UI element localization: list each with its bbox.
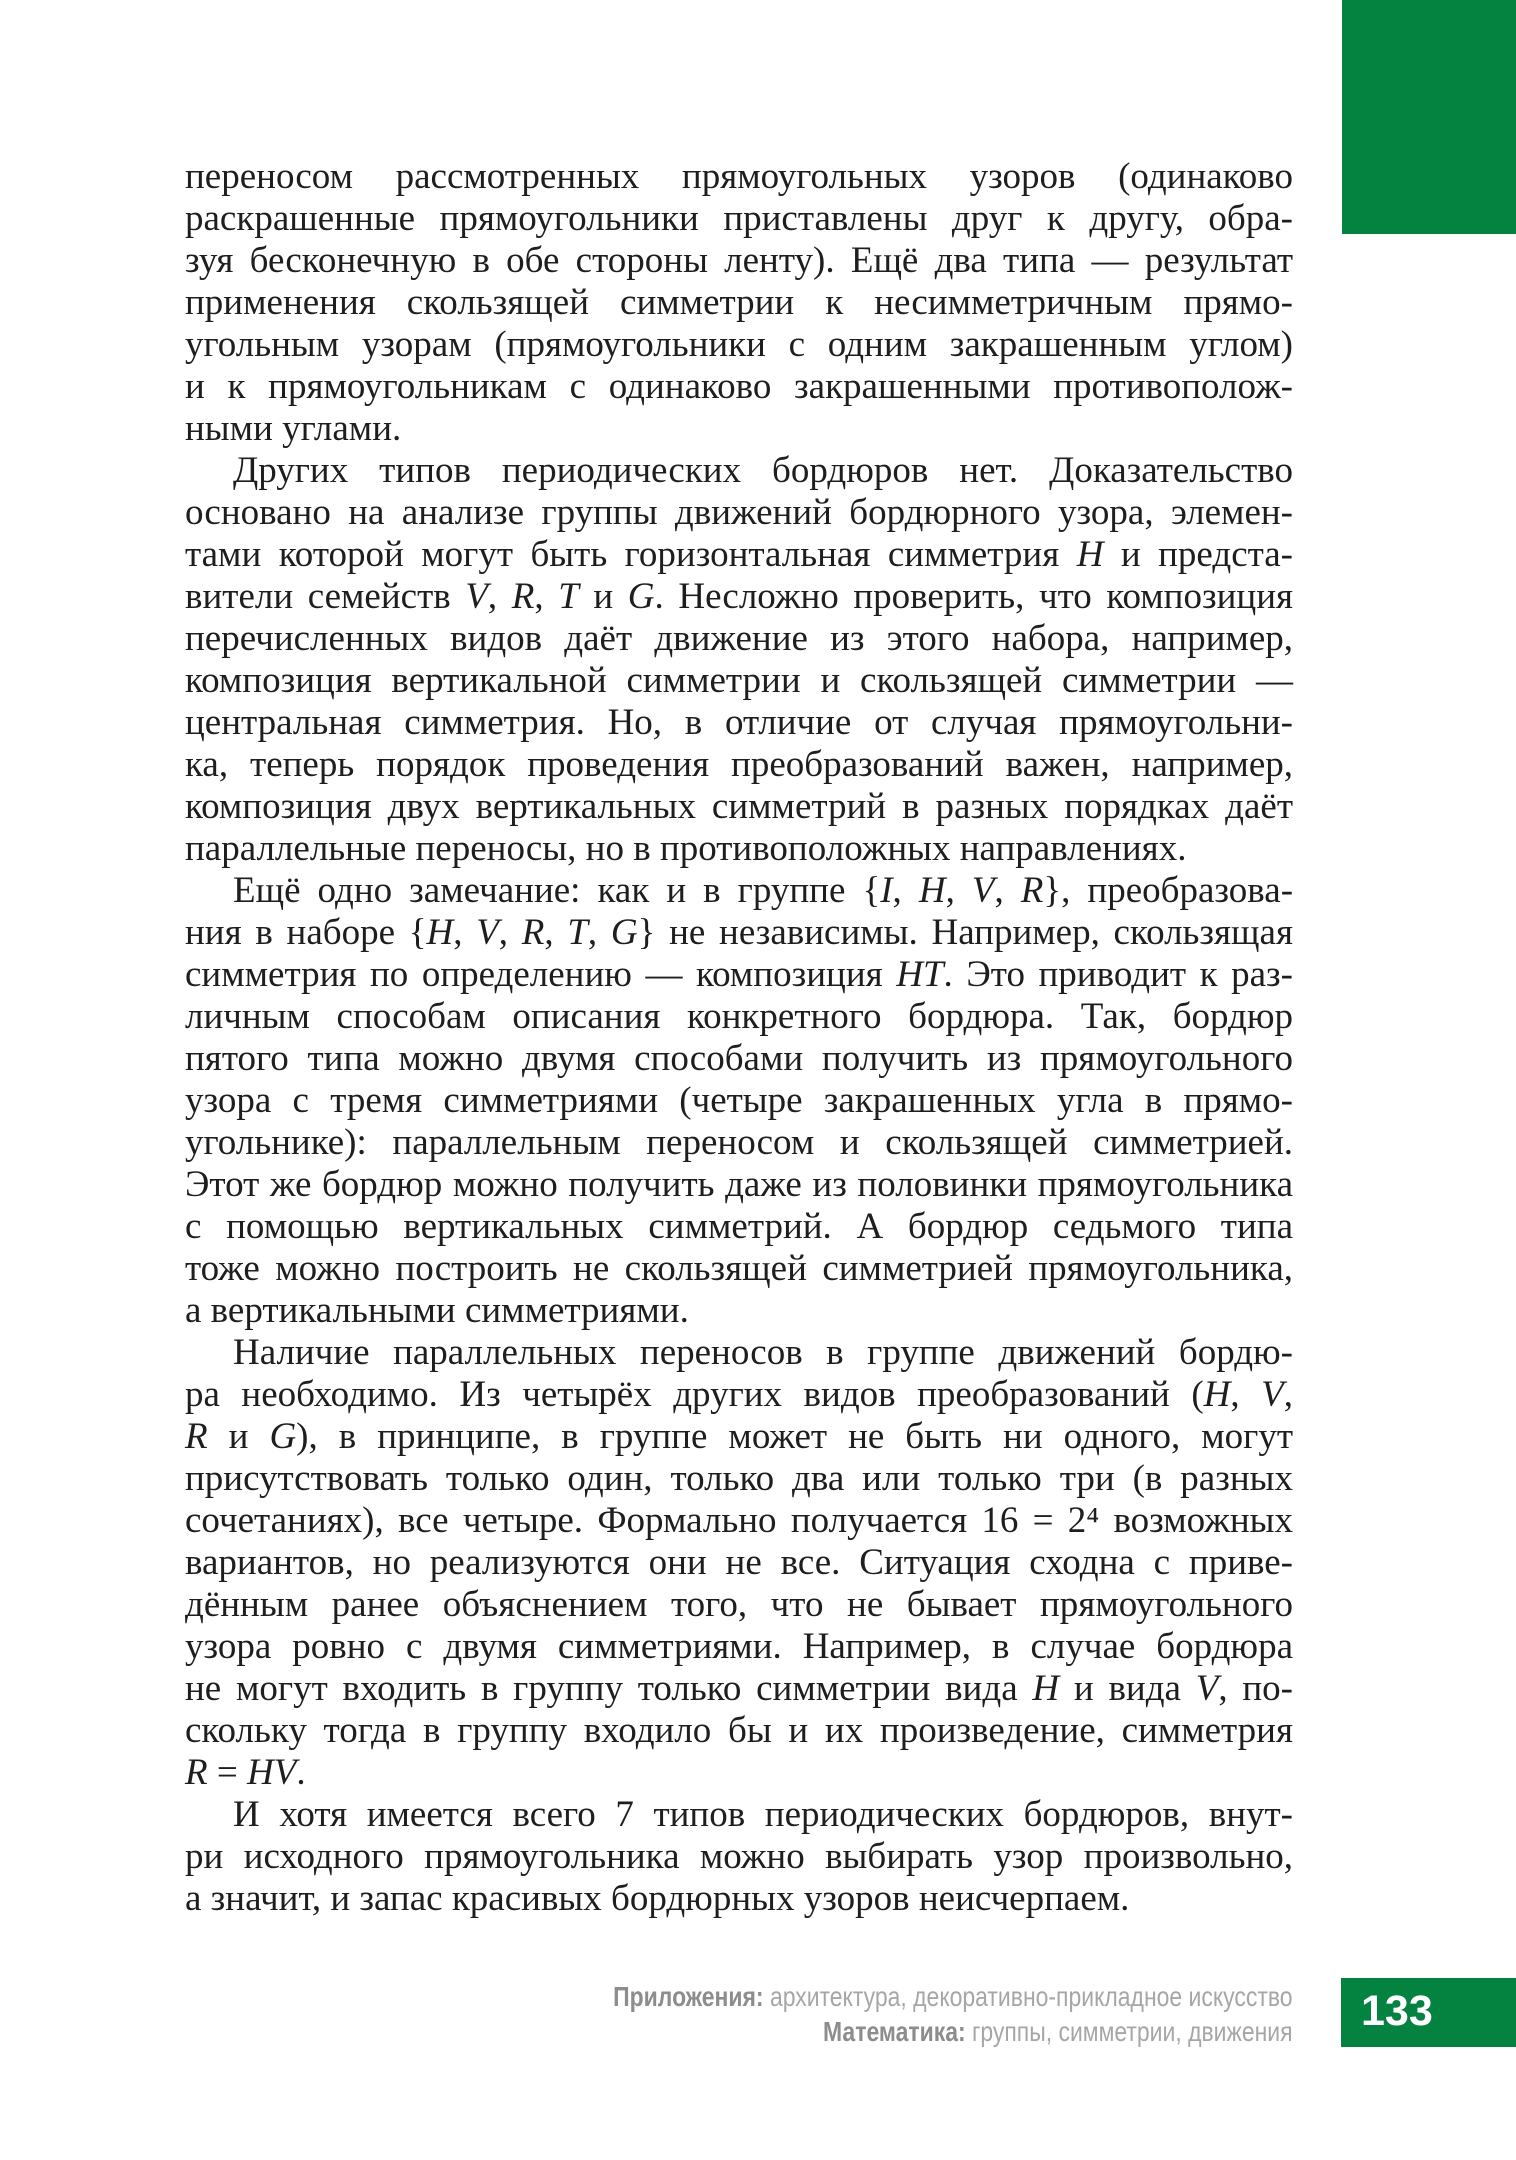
text-line: Ещё одно замечание: как и в группе {I, H, V, R}, преобразова- [233,870,1294,911]
text-line: угольным узорам (прямоугольники с одним закрашенным углом) [185,324,1293,365]
text-line: сочетаниях), все четыре. Формально получается 16 = 2⁴ возможных [185,1500,1293,1541]
text-line: узора ровно с двумя симметриями. Например, в случае бордюра [185,1626,1293,1667]
text-line: центральная симметрия. Но, в отличие от случая прямоугольни- [185,702,1293,743]
running-footer [614,1979,1293,2049]
text-line: И хотя имеется всего 7 типов периодических бордюров, внут- [233,1794,1293,1835]
footer-text-applications: архитектура, декоративно-прикладное искусство [763,1981,1293,2012]
text-line: перечисленных видов даёт движение из этого набора, например, [185,618,1293,659]
text-line: тами которой могут быть горизонтальная симметрия H и предста- [185,534,1293,575]
text-line: личным способам описания конкретного бордюра. Так, бордюр [185,996,1293,1037]
page-number: 133 [1361,1987,1433,2035]
footer-label-mathematics: Математика: [823,2016,967,2047]
text-line: R = HV. [185,1752,306,1793]
text-line: применения скользящей симметрии к несимметричным прямо- [185,282,1293,323]
text-line: пятого типа можно двумя способами получить из прямоугольного [185,1038,1293,1079]
paragraph [185,1332,1293,1794]
text-line: а вертикальными симметриями. [185,1290,689,1331]
text-line: переносом рассмотренных прямоугольных узоров (одинаково [185,156,1293,197]
text-line: вариантов, но реализуются они не все. Ситуация сходна с приве- [185,1542,1293,1583]
text-line: ными углами. [185,408,402,449]
chapter-color-bar [1342,0,1516,234]
body-text [185,156,1293,1920]
text-line: ри исходного прямоугольника можно выбирать узор произвольно, [185,1836,1293,1877]
text-line: ния в наборе {H, V, R, T, G} не независимы. Например, скользящая [185,912,1293,953]
footer-label-applications: Приложения: [613,1981,764,2012]
text-line: R и G), в принципе, в группе может не быть ни одного, могут [185,1416,1293,1457]
text-line: композиция вертикальной симметрии и скользящей симметрии — [185,660,1293,701]
text-line: узора с тремя симметриями (четыре закрашенных угла в прямо- [185,1080,1293,1121]
text-line: угольнике): параллельным переносом и скользящей симметрией. [185,1122,1293,1163]
paragraph [185,156,1293,450]
text-line: вители семейств V, R, T и G. Несложно проверить, что композиция [185,576,1294,617]
text-line: ра необходимо. Из четырёх других видов преобразований (H, V, [185,1374,1294,1415]
text-line: раскрашенные прямоугольники приставлены друг к другу, обра- [185,198,1293,239]
text-line: присутствовать только один, только два или только три (в разных [185,1458,1293,1499]
text-line: параллельные переносы, но в противоположных направлениях. [185,828,1187,869]
text-line: зуя бесконечную в обе стороны ленту). Ещё два типа — результат [185,240,1293,281]
text-line: не могут входить в группу только симметрии вида H и вида V, по- [185,1668,1293,1709]
paragraph [185,450,1293,870]
page-number-badge [1341,1978,1516,2047]
paragraph [185,1794,1293,1920]
text-line: симметрия по определению — композиция HT. Это приводит к раз- [185,954,1293,995]
text-line: основано на анализе группы движений бордюрного узора, элемен- [185,492,1293,533]
text-line: Других типов периодических бордюров нет. Доказательство [233,450,1293,491]
footer-line-mathematics [614,2014,1293,2049]
footer-line-applications [614,1979,1293,2014]
text-line: ка, теперь порядок проведения преобразований важен, например, [185,744,1293,785]
text-line: композиция двух вертикальных симметрий в разных порядках даёт [185,786,1293,827]
paragraph [185,870,1293,1332]
footer-text-mathematics: группы, симметрии, движения [966,2016,1293,2047]
text-line: Наличие параллельных переносов в группе движений бордю- [233,1332,1293,1373]
text-line: с помощью вертикальных симметрий. А бордюр седьмого типа [185,1206,1293,1247]
text-line: тоже можно построить не скользящей симметрией прямоугольника, [185,1248,1293,1289]
text-line: а значит, и запас красивых бордюрных узоров неисчерпаем. [185,1878,1130,1919]
text-line: Этот же бордюр можно получить даже из половинки прямоугольника [185,1164,1293,1205]
text-line: и к прямоугольникам с одинаково закрашенными противополож- [185,366,1293,407]
text-line: скольку тогда в группу входило бы и их произведение, симметрия [185,1710,1293,1751]
text-line: дённым ранее объяснением того, что не бывает прямоугольного [185,1584,1293,1625]
